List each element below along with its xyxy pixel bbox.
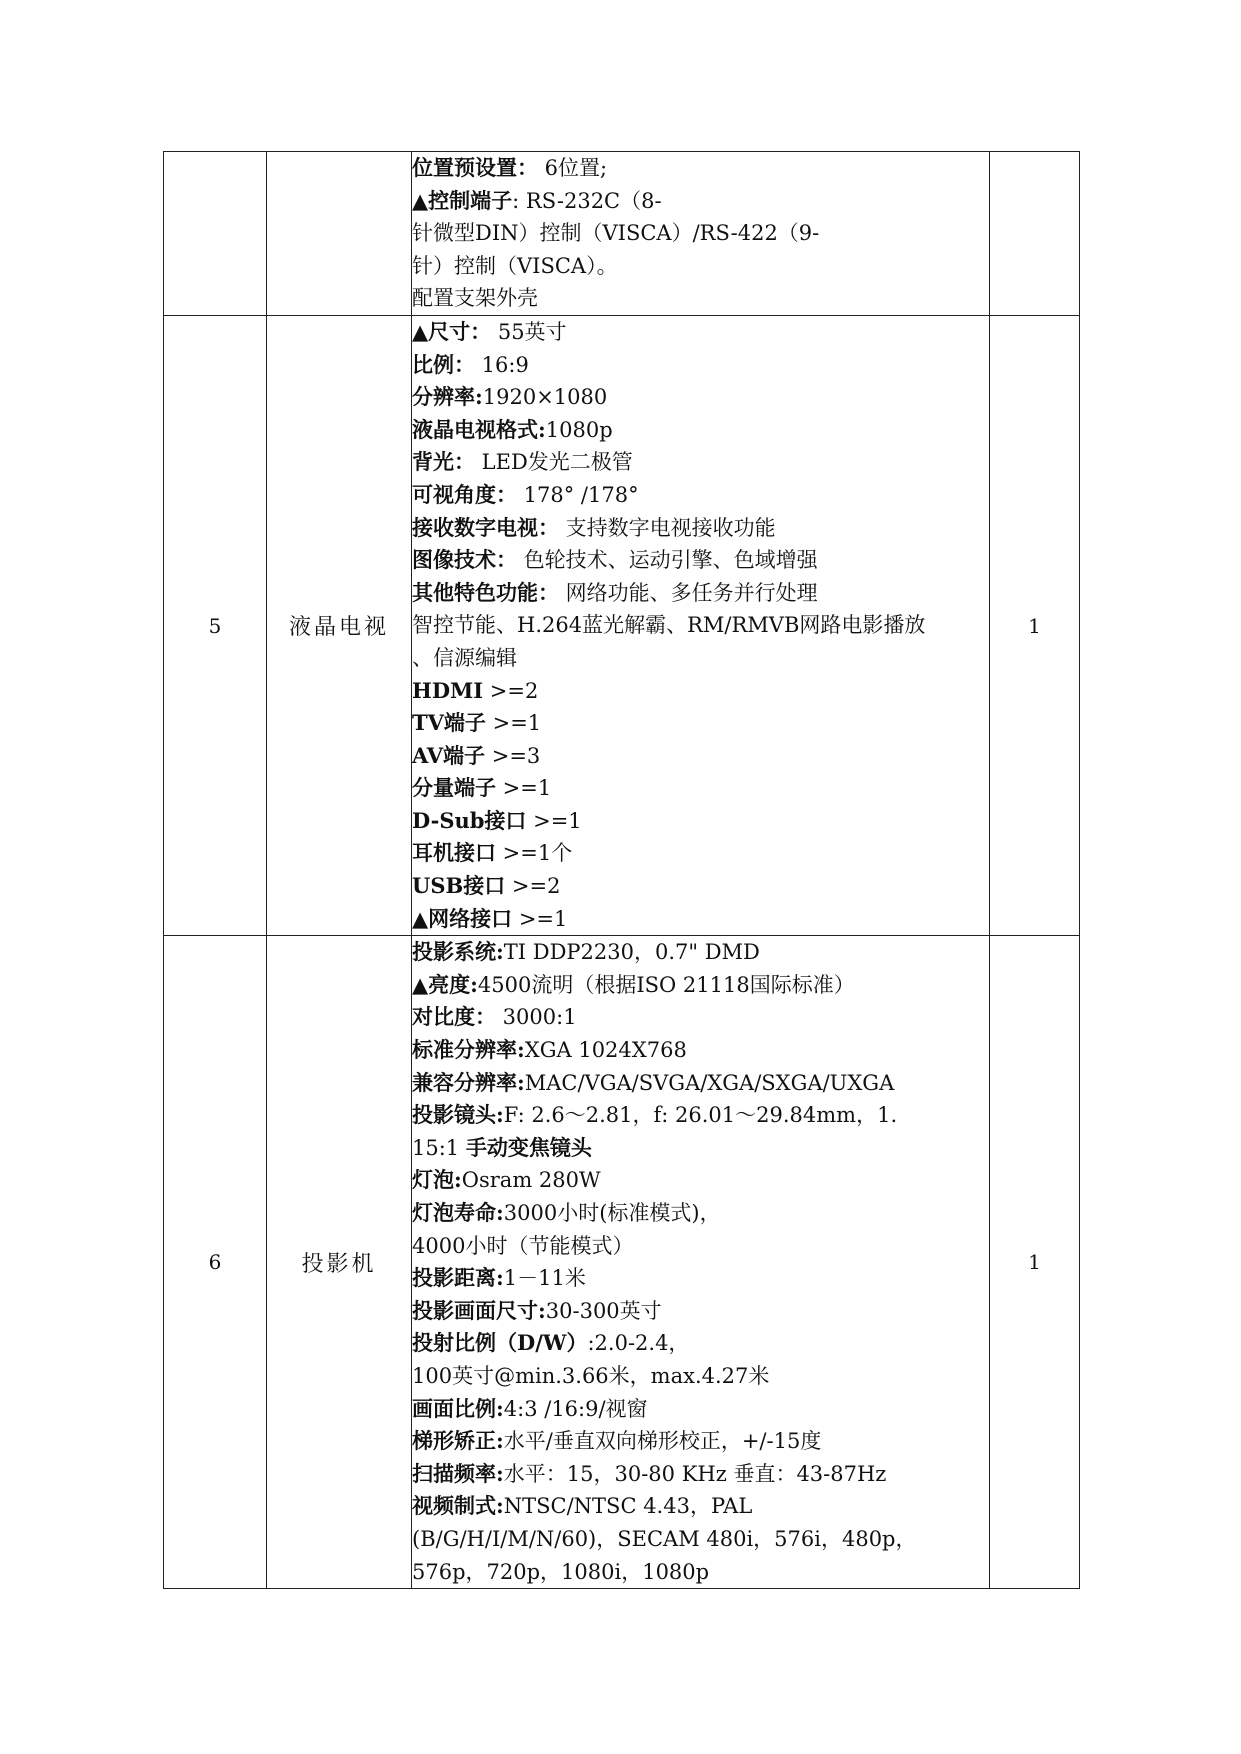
spec-label: 投影系统: bbox=[412, 939, 504, 965]
spec-table bbox=[163, 151, 1080, 1589]
spec-line bbox=[412, 185, 989, 218]
spec-label: 视频制式: bbox=[412, 1493, 504, 1519]
spec-value: >=1 bbox=[485, 711, 542, 736]
spec-line bbox=[412, 772, 989, 805]
spec-label: 投影镜头: bbox=[412, 1102, 504, 1128]
spec-label: 液晶电视格式: bbox=[412, 416, 546, 442]
spec-line bbox=[412, 479, 989, 512]
spec-value: Osram 280W bbox=[461, 1168, 601, 1193]
spec-line bbox=[412, 1327, 989, 1360]
spec-value: 1920×1080 bbox=[482, 385, 608, 410]
row-number-cell: 5 bbox=[164, 315, 267, 935]
spec-value: >=1 bbox=[512, 906, 568, 931]
quantity-cell: 1 bbox=[990, 315, 1080, 935]
item-name-cell: 投影机 bbox=[267, 936, 412, 1589]
spec-line bbox=[412, 969, 989, 1002]
spec-line bbox=[412, 1458, 989, 1491]
spec-label: 扫描频率: bbox=[412, 1460, 504, 1486]
spec-line bbox=[412, 1556, 989, 1589]
row-number-cell: 6 bbox=[164, 936, 267, 1589]
spec-line bbox=[412, 381, 989, 414]
spec-label: ▲亮度: bbox=[412, 971, 478, 997]
spec-line bbox=[412, 1132, 989, 1165]
spec-label: 位置预设置： bbox=[412, 155, 538, 180]
spec-label: HDMI bbox=[412, 677, 484, 703]
spec-line bbox=[412, 1001, 989, 1034]
spec-label: 接收数字电视： bbox=[412, 514, 559, 540]
spec-value: 576p，720p，1080i，1080p bbox=[412, 1559, 710, 1584]
spec-line bbox=[412, 1034, 989, 1067]
spec-line bbox=[412, 870, 989, 903]
spec-line bbox=[412, 642, 989, 675]
spec-value: >=2 bbox=[505, 874, 561, 899]
spec-value: 16:9 bbox=[475, 352, 529, 377]
spec-value: >=1 bbox=[496, 776, 552, 801]
spec-value: 水平/垂直双向梯形校正，+/-15度 bbox=[503, 1429, 822, 1454]
spec-line bbox=[412, 250, 989, 283]
spec-label: 标准分辨率: bbox=[412, 1037, 525, 1063]
spec-value: XGA 1024X768 bbox=[524, 1038, 687, 1063]
spec-value: 100英寸@min.3.66米，max.4.27米 bbox=[412, 1363, 770, 1388]
spec-line bbox=[412, 282, 989, 315]
spec-line bbox=[412, 1164, 989, 1197]
spec-line bbox=[412, 446, 989, 479]
spec-line bbox=[412, 707, 989, 740]
spec-value: 4:3 /16:9/视窗 bbox=[503, 1396, 648, 1421]
spec-value: 配置支架外壳 bbox=[412, 286, 538, 311]
table-row bbox=[164, 936, 1080, 1589]
spec-line bbox=[412, 936, 989, 969]
spec-line bbox=[412, 903, 989, 936]
spec-line bbox=[412, 1393, 989, 1426]
spec-line bbox=[412, 217, 989, 250]
spec-value: >=3 bbox=[485, 743, 541, 768]
spec-label: 对比度： bbox=[412, 1004, 496, 1030]
spec-label: 可视角度： bbox=[412, 481, 517, 507]
spec-line bbox=[412, 805, 989, 838]
spec-value: 3000:1 bbox=[496, 1005, 577, 1030]
spec-line bbox=[412, 577, 989, 610]
spec-line bbox=[412, 1490, 989, 1523]
spec-line bbox=[412, 349, 989, 382]
spec-line bbox=[412, 414, 989, 447]
spec-line bbox=[412, 152, 989, 185]
spec-value: 水平：15，30-80 KHz 垂直：43-87Hz bbox=[503, 1461, 887, 1486]
spec-label: 梯形矫正: bbox=[412, 1428, 504, 1454]
quantity-cell: 1 bbox=[990, 936, 1080, 1589]
spec-label: 灯泡寿命: bbox=[412, 1200, 504, 1225]
table-row bbox=[164, 152, 1080, 316]
spec-value: 4000小时（节能模式） bbox=[412, 1233, 634, 1258]
row-number-cell bbox=[164, 152, 267, 316]
spec-line bbox=[412, 316, 989, 349]
spec-label: 投射比例（D/W） bbox=[412, 1330, 588, 1356]
spec-value: : RS-232C（8- bbox=[512, 188, 662, 213]
spec-value: 、信源编辑 bbox=[412, 645, 517, 670]
spec-value: 网络功能、多任务并行处理 bbox=[559, 580, 818, 605]
spec-value: 4500流明（根据ISO 21118国际标准） bbox=[477, 972, 855, 997]
spec-label: 耳机接口 bbox=[412, 840, 496, 866]
spec-label: AV端子 bbox=[412, 742, 486, 768]
spec-label: 其他特色功能： bbox=[412, 579, 559, 605]
spec-label: ▲网络接口 bbox=[412, 905, 513, 931]
spec-line bbox=[412, 1360, 989, 1393]
spec-value: 6位置; bbox=[538, 156, 608, 180]
spec-value: TI DDP2230，0.7" DMD bbox=[503, 940, 760, 965]
spec-value: >=2 bbox=[483, 678, 539, 703]
spec-value: 支持数字电视接收功能 bbox=[559, 515, 776, 540]
spec-value: 智控节能、H.264蓝光解霸、RM/RMVB网路电影播放 bbox=[412, 613, 926, 638]
table-row bbox=[164, 315, 1080, 935]
spec-value: 1080p bbox=[545, 417, 613, 442]
spec-label: 背光： bbox=[412, 449, 475, 475]
spec-label: ▲尺寸： bbox=[412, 318, 492, 344]
spec-label: USB接口 bbox=[412, 873, 506, 899]
spec-label: 分辨率: bbox=[412, 384, 483, 410]
spec-value: 色轮技术、运动引擎、色域增强 bbox=[517, 548, 818, 573]
spec-line bbox=[412, 1099, 989, 1132]
spec-label: 画面比例: bbox=[412, 1395, 504, 1421]
quantity-cell bbox=[990, 152, 1080, 316]
spec-value: >=1个 bbox=[496, 841, 573, 866]
spec-value: 15:1 bbox=[412, 1135, 466, 1160]
spec-label: 投影画面尺寸: bbox=[412, 1297, 546, 1323]
spec-line bbox=[412, 544, 989, 577]
spec-label: 兼容分辨率: bbox=[412, 1069, 525, 1095]
spec-value: 30-300英寸 bbox=[545, 1298, 662, 1323]
spec-value: 178° /178° bbox=[517, 482, 639, 507]
spec-line bbox=[412, 1262, 989, 1295]
spec-line bbox=[412, 740, 989, 773]
spec-line bbox=[412, 609, 989, 642]
spec-cell bbox=[412, 936, 990, 1589]
spec-line bbox=[412, 512, 989, 545]
spec-label: 手动变焦镜头 bbox=[465, 1134, 592, 1160]
spec-label: 图像技术： bbox=[412, 547, 517, 573]
spec-label: 比例： bbox=[412, 351, 475, 377]
spec-line bbox=[412, 1230, 989, 1263]
spec-label: 分量端子 bbox=[412, 775, 496, 801]
spec-label: ▲控制端子 bbox=[412, 187, 513, 213]
spec-value: 针微型DIN）控制（VISCA）/RS-422（9- bbox=[412, 221, 820, 246]
spec-label: TV端子 bbox=[412, 710, 486, 736]
spec-value: 1－11米 bbox=[503, 1266, 586, 1291]
spec-line bbox=[412, 1425, 989, 1458]
spec-line bbox=[412, 1523, 989, 1556]
spec-value: >=1 bbox=[526, 808, 582, 833]
spec-value: 3000小时(标准模式)， bbox=[503, 1201, 721, 1225]
item-name-cell bbox=[267, 152, 412, 316]
spec-cell bbox=[412, 315, 990, 935]
spec-value: :2.0-2.4， bbox=[587, 1331, 690, 1356]
spec-value: LED发光二极管 bbox=[475, 450, 633, 475]
spec-line bbox=[412, 1197, 989, 1230]
spec-line bbox=[412, 837, 989, 870]
spec-line bbox=[412, 675, 989, 708]
spec-value: 55英寸 bbox=[491, 319, 567, 344]
spec-value: NTSC/NTSC 4.43，PAL bbox=[503, 1494, 753, 1519]
spec-line bbox=[412, 1295, 989, 1328]
spec-cell bbox=[412, 152, 990, 316]
spec-label: 投影距离: bbox=[412, 1265, 504, 1291]
spec-value: MAC/VGA/SVGA/XGA/SXGA/UXGA bbox=[524, 1070, 895, 1095]
spec-value: (B/G/H/I/M/N/60)，SECAM 480i，576i，480p， bbox=[412, 1526, 917, 1551]
spec-table-body bbox=[164, 152, 1080, 1589]
spec-value: 针）控制（VISCA）。 bbox=[412, 253, 618, 278]
item-name-cell: 液晶电视 bbox=[267, 315, 412, 935]
spec-label: 灯泡: bbox=[412, 1167, 462, 1193]
spec-line bbox=[412, 1067, 989, 1100]
spec-label: D-Sub接口 bbox=[412, 807, 527, 833]
spec-value: F: 2.6～2.81，f: 26.01～29.84mm，1. bbox=[503, 1103, 898, 1128]
